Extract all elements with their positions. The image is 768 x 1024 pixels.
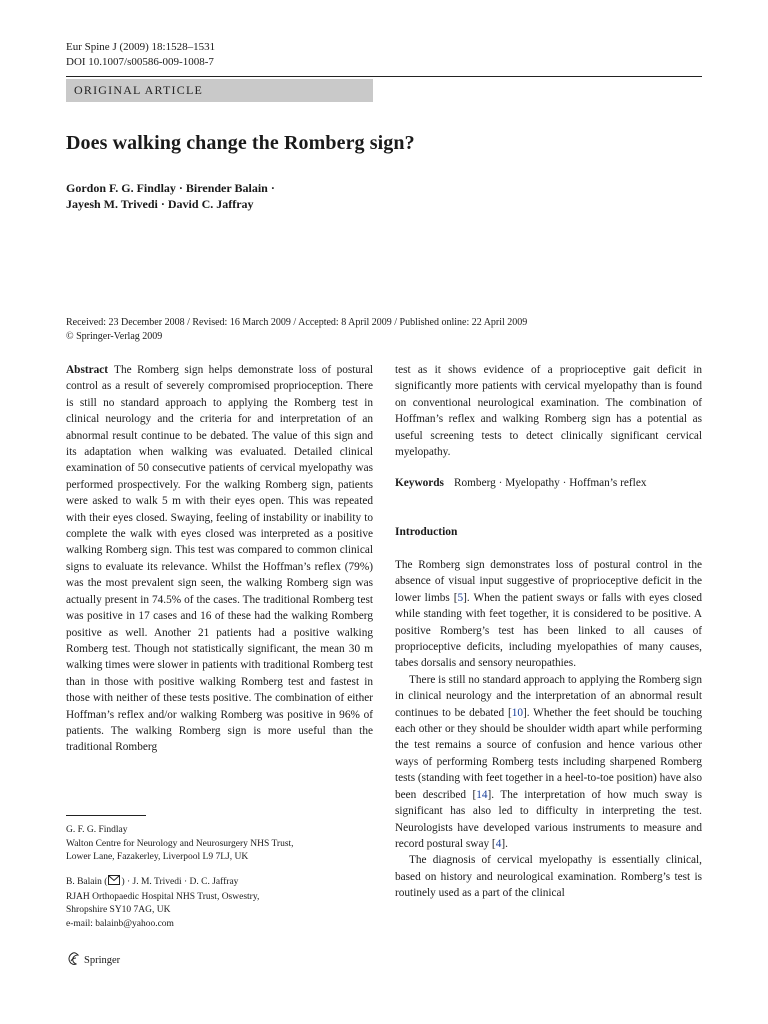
abstract-left-column <box>66 362 373 756</box>
header-rule <box>66 76 702 77</box>
paper-title: Does walking change the Romberg sign? <box>66 132 415 154</box>
date-history: Received: 23 December 2008 / Revised: 16 March 2009 / Accepted: 8 April 2009 / Published online: 22 April 2009 <box>66 317 528 328</box>
citation-link[interactable]: 14 <box>476 788 488 801</box>
intro-paragraph: The diagnosis of cervical myelopathy is essentially clinical, based on history and neurological examination. Romberg’s test is routinely used as a part of the clinical <box>395 854 702 900</box>
journal-citation: Eur Spine J (2009) 18:1528–1531 <box>66 41 216 53</box>
author-line: Jayesh M. Trivedi · David C. Jaffray <box>66 197 254 211</box>
footnote-rule <box>66 815 146 816</box>
abstract-text-continued: test as it shows evidence of a proprioceptive gait deficit in significantly more patients with cervical myelopathy than is found on conventional neurological examination. The combination of Hoffman’s reflex and walking Romberg sign has a potential as useful screening tests to detect clinically significant cervical myelopathy. <box>395 364 702 459</box>
intro-paragraph: There is still no standard approach to applying the Romberg sign in clinical neurology and the interpretation of an abnormal result continues to be debated [10]. Whether the feet should be touching each other or they should be shoulder width apart while performing the test remains a source of confusion and hence various other ways of performing Romberg tests including sharpened Romberg tests (standing with feet together in a heel-to-toe position) have also been described [14]. The interpretation of how much sway is significant has also led to difficulty in interpreting the test. Neurologists have developed various instruments to measure and record postural sway [4]. <box>395 673 702 850</box>
citation-link[interactable]: 4 <box>495 837 502 850</box>
envelope-icon[interactable] <box>108 875 120 891</box>
publisher-name: Springer <box>84 955 121 966</box>
affiliation-2 <box>66 875 259 931</box>
abstract-heading: Abstract <box>66 364 109 376</box>
journal-info <box>66 40 215 70</box>
article-type-banner <box>66 79 373 102</box>
abstract-paragraph <box>66 362 373 756</box>
affiliation-address: Shropshire SY10 7AG, UK <box>66 905 171 915</box>
affiliation-author: B. Balain ( ) · J. M. Trivedi · D. C. Jaffray <box>66 875 259 891</box>
keywords <box>395 477 646 489</box>
author-list <box>66 180 275 212</box>
affiliation-address: RJAH Orthopaedic Hospital NHS Trust, Oswestry, <box>66 891 260 902</box>
springer-logo-icon <box>66 952 80 969</box>
affiliation-1 <box>66 824 294 865</box>
abstract-right-column <box>395 362 702 460</box>
doi: DOI 10.1007/s00586-009-1008-7 <box>66 56 214 68</box>
copyright-notice: © Springer-Verlag 2009 <box>66 331 163 342</box>
publisher-footer <box>66 952 120 969</box>
section-heading-introduction: Introduction <box>395 526 458 538</box>
abstract-text: The Romberg sign helps demonstrate loss of postural control as a result of severely compromised proprioception. There is still no standard approach to applying the Romberg test in clinical neurology and the criteria for and interpretation of an abnormal result continue to be debated. The value of this sign and its adaptation when walking was evaluated. Detailed clinical examination of 50 consecutive patients of cervical myelopathy was performed prospectively. For the walking Romberg sign, patients were asked to walk 5 m with their eyes open. This was repeated with their eyes closed. Swaying, feeling of instability or inability to complete the walk with eyes closed was interpreted as a positive walking Romberg sign. This test was compared to common clinical signs to evaluate its relevance. Whilst the Hoffman’s reflex (79%) was the most prevalent sign seen, the walking Romberg sign was actually present in 74.5% of the cases. The traditional Romberg test was positive in 17 cases and 16 of these had the walking Romberg positive as well. Another 21 patients had a positive walking Romberg test. Though not statistically significant, the mean 30 m walking times were slower in patients with traditional Romberg test than in those with positive walking Romberg test and fastest in those with neither of these tests positive. The combination of either Hoffman’s reflex and/or walking Romberg was positive in 96% of patients. The walking Romberg sign is more useful than the traditional Romberg <box>66 364 373 754</box>
author-line: Gordon F. G. Findlay · Birender Balain · <box>66 181 275 195</box>
keywords-list: Romberg · Myelopathy · Hoffman’s reflex <box>453 477 647 489</box>
article-type-label: ORIGINAL ARTICLE <box>74 83 204 97</box>
publication-history <box>66 316 527 344</box>
affiliation-address: Lower Lane, Fazakerley, Liverpool L9 7LJ, UK <box>66 852 249 862</box>
affiliation-address: Walton Centre for Neurology and Neurosurgery NHS Trust, <box>66 838 294 849</box>
affiliation-author: G. F. G. Findlay <box>66 825 128 835</box>
contact-email[interactable]: e-mail: balainb@yahoo.com <box>66 918 174 929</box>
introduction-body <box>395 557 702 902</box>
citation-link[interactable]: 10 <box>511 706 524 719</box>
citation-link[interactable]: 5 <box>457 591 464 604</box>
intro-paragraph: The Romberg sign demonstrates loss of postural control in the absence of visual input suggestive of proprioceptive deficit in the lower limbs [5]. When the patient sways or falls with eyes closed while standing with feet together, it is considered to be positive. A positive Romberg’s test has been linked to all causes of proprioceptive deficits, including myelopathies of many causes, tabes dorsalis and sensory neuropathies. <box>395 559 702 670</box>
keywords-heading: Keywords <box>395 477 444 489</box>
